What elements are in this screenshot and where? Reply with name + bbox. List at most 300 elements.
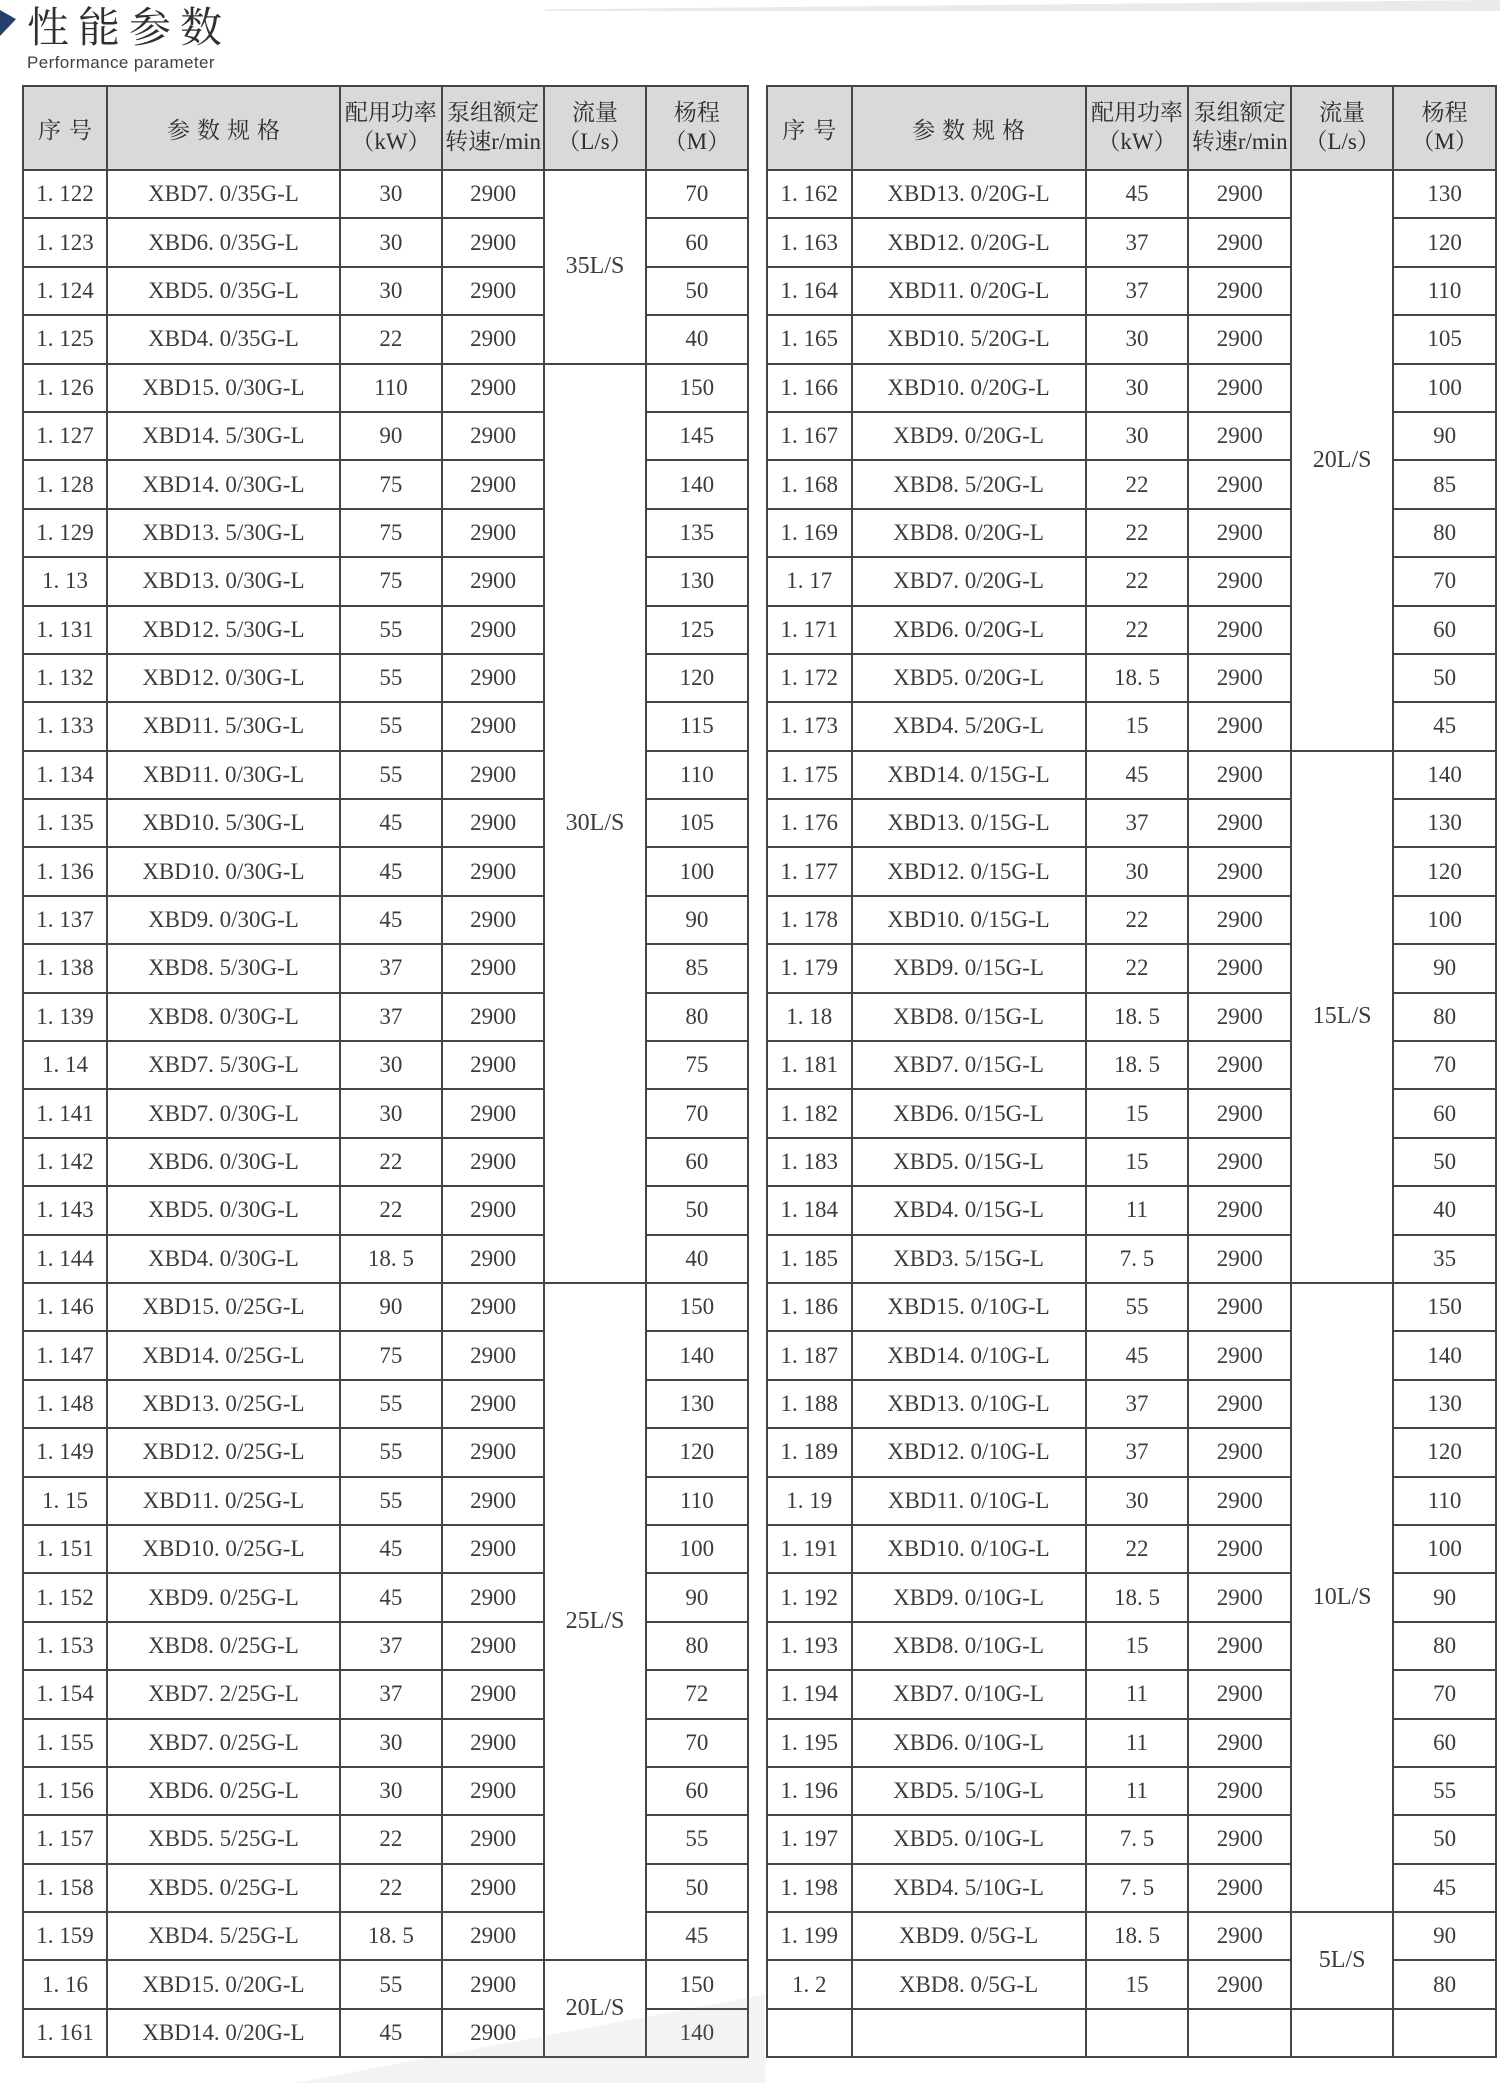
cell-power: 15 bbox=[1086, 1960, 1189, 2008]
cell-serial: 1. 192 bbox=[767, 1573, 852, 1621]
cell-power: 30 bbox=[340, 1719, 442, 1767]
cell-head: 120 bbox=[1393, 847, 1496, 895]
cell-head: 50 bbox=[646, 1186, 748, 1234]
cell-speed: 2900 bbox=[1188, 702, 1291, 750]
cell-serial bbox=[767, 2009, 852, 2057]
cell-head: 70 bbox=[646, 1719, 748, 1767]
cell-serial: 1. 129 bbox=[23, 509, 107, 557]
cell-serial: 1. 133 bbox=[23, 702, 107, 750]
table-row bbox=[767, 1283, 1496, 1331]
cell-serial: 1. 126 bbox=[23, 364, 107, 412]
cell-speed: 2900 bbox=[1188, 315, 1291, 363]
cell-power: 37 bbox=[340, 1622, 442, 1670]
cell-serial: 1. 175 bbox=[767, 751, 852, 799]
cell-power: 11 bbox=[1086, 1719, 1189, 1767]
cell-power: 15 bbox=[1086, 1138, 1189, 1186]
table-row bbox=[23, 364, 748, 412]
cell-speed: 2900 bbox=[442, 1864, 544, 1912]
cell-serial: 1. 132 bbox=[23, 654, 107, 702]
col-header-power-line1: 配用功率 bbox=[1090, 100, 1183, 126]
cell-speed: 2900 bbox=[442, 1428, 544, 1476]
cell-spec: XBD5. 0/10G-L bbox=[852, 1815, 1086, 1863]
cell-spec: XBD8. 0/5G-L bbox=[852, 1960, 1086, 2008]
cell-serial: 1. 155 bbox=[23, 1719, 107, 1767]
cell-spec: XBD8. 0/30G-L bbox=[107, 993, 340, 1041]
cell-power: 30 bbox=[340, 218, 442, 266]
cell-serial: 1. 153 bbox=[23, 1622, 107, 1670]
cell-serial: 1. 146 bbox=[23, 1283, 107, 1331]
cell-spec: XBD14. 0/30G-L bbox=[107, 460, 340, 508]
cell-power: 7. 5 bbox=[1086, 1235, 1189, 1283]
cell-spec: XBD14. 0/20G-L bbox=[107, 2009, 340, 2057]
cell-spec: XBD5. 0/15G-L bbox=[852, 1138, 1086, 1186]
cell-spec: XBD4. 0/35G-L bbox=[107, 315, 340, 363]
col-header-flow-line2: （L/s） bbox=[557, 129, 633, 154]
col-header-speed bbox=[1188, 86, 1291, 170]
cell-power: 15 bbox=[1086, 1622, 1189, 1670]
cell-serial: 1. 196 bbox=[767, 1767, 852, 1815]
cell-power: 15 bbox=[1086, 702, 1189, 750]
cell-spec: XBD10. 5/30G-L bbox=[107, 799, 340, 847]
cell-speed bbox=[1188, 2009, 1291, 2057]
cell-power: 22 bbox=[340, 1186, 442, 1234]
cell-serial: 1. 128 bbox=[23, 460, 107, 508]
table-row bbox=[767, 1912, 1496, 1960]
table-row bbox=[767, 170, 1496, 218]
col-header-speed bbox=[442, 86, 544, 170]
table-header-row bbox=[767, 86, 1496, 170]
cell-speed: 2900 bbox=[1188, 1138, 1291, 1186]
cell-power: 55 bbox=[340, 1477, 442, 1525]
cell-serial: 1. 181 bbox=[767, 1041, 852, 1089]
cell-head: 120 bbox=[1393, 218, 1496, 266]
cell-spec: XBD4. 0/30G-L bbox=[107, 1235, 340, 1283]
col-header-power bbox=[340, 86, 442, 170]
cell-spec: XBD7. 0/25G-L bbox=[107, 1719, 340, 1767]
col-header-power-line1: 配用功率 bbox=[344, 100, 437, 126]
cell-power: 90 bbox=[340, 1283, 442, 1331]
cell-speed: 2900 bbox=[1188, 751, 1291, 799]
cell-spec: XBD8. 5/30G-L bbox=[107, 944, 340, 992]
cell-serial: 1. 147 bbox=[23, 1331, 107, 1379]
cell-spec: XBD4. 0/15G-L bbox=[852, 1186, 1086, 1234]
cell-power: 30 bbox=[1086, 1477, 1189, 1525]
cell-serial: 1. 198 bbox=[767, 1864, 852, 1912]
cell-spec: XBD12. 0/30G-L bbox=[107, 654, 340, 702]
cell-power: 18. 5 bbox=[340, 1912, 442, 1960]
cell-head: 60 bbox=[1393, 606, 1496, 654]
cell-head: 70 bbox=[1393, 557, 1496, 605]
col-header-flow bbox=[544, 86, 646, 170]
cell-serial: 1. 182 bbox=[767, 1089, 852, 1137]
cell-head: 70 bbox=[646, 1089, 748, 1137]
col-header-serial: 序号 bbox=[767, 86, 852, 170]
cell-head: 100 bbox=[1393, 364, 1496, 412]
cell-power: 30 bbox=[340, 1041, 442, 1089]
cell-speed: 2900 bbox=[442, 702, 544, 750]
cell-serial: 1. 186 bbox=[767, 1283, 852, 1331]
cell-serial: 1. 187 bbox=[767, 1331, 852, 1379]
cell-spec: XBD9. 0/20G-L bbox=[852, 412, 1086, 460]
cell-serial: 1. 125 bbox=[23, 315, 107, 363]
cell-speed: 2900 bbox=[442, 799, 544, 847]
cell-power: 45 bbox=[340, 1525, 442, 1573]
cell-head: 90 bbox=[1393, 412, 1496, 460]
cell-speed: 2900 bbox=[1188, 847, 1291, 895]
cell-power: 22 bbox=[1086, 509, 1189, 557]
cell-head: 150 bbox=[646, 1960, 748, 2008]
cell-speed: 2900 bbox=[442, 412, 544, 460]
cell-spec: XBD10. 0/30G-L bbox=[107, 847, 340, 895]
cell-speed: 2900 bbox=[1188, 1622, 1291, 1670]
cell-head: 100 bbox=[646, 1525, 748, 1573]
cell-speed: 2900 bbox=[442, 1477, 544, 1525]
cell-power: 75 bbox=[340, 509, 442, 557]
cell-spec: XBD15. 0/20G-L bbox=[107, 1960, 340, 2008]
cell-speed: 2900 bbox=[1188, 1428, 1291, 1476]
cell-power: 22 bbox=[340, 1815, 442, 1863]
cell-power: 7. 5 bbox=[1086, 1815, 1189, 1863]
cell-power: 30 bbox=[1086, 412, 1189, 460]
cell-serial: 1. 178 bbox=[767, 896, 852, 944]
cell-head: 140 bbox=[646, 460, 748, 508]
table-row bbox=[767, 2009, 1496, 2057]
cell-head: 110 bbox=[646, 1477, 748, 1525]
cell-power: 45 bbox=[340, 1573, 442, 1621]
cell-speed: 2900 bbox=[442, 1041, 544, 1089]
cell-spec: XBD6. 0/25G-L bbox=[107, 1767, 340, 1815]
cell-head: 110 bbox=[1393, 1477, 1496, 1525]
cell-spec: XBD8. 5/20G-L bbox=[852, 460, 1086, 508]
cell-speed: 2900 bbox=[1188, 1283, 1291, 1331]
cell-speed: 2900 bbox=[442, 1331, 544, 1379]
cell-spec: XBD9. 0/10G-L bbox=[852, 1573, 1086, 1621]
page-subtitle: Performance parameter bbox=[27, 53, 215, 73]
col-header-speed-line1: 泵组额定 bbox=[447, 100, 540, 126]
cell-power: 30 bbox=[340, 170, 442, 218]
cell-speed: 2900 bbox=[1188, 1864, 1291, 1912]
cell-serial: 1. 197 bbox=[767, 1815, 852, 1863]
cell-serial: 1. 193 bbox=[767, 1622, 852, 1670]
cell-power: 22 bbox=[1086, 606, 1189, 654]
cell-speed: 2900 bbox=[442, 1622, 544, 1670]
cell-serial: 1. 135 bbox=[23, 799, 107, 847]
cell-serial: 1. 194 bbox=[767, 1670, 852, 1718]
cell-speed: 2900 bbox=[1188, 896, 1291, 944]
cell-spec: XBD15. 0/30G-L bbox=[107, 364, 340, 412]
cell-speed: 2900 bbox=[442, 1283, 544, 1331]
cell-serial: 1. 17 bbox=[767, 557, 852, 605]
cell-power: 11 bbox=[1086, 1767, 1189, 1815]
col-header-head-line1: 杨程 bbox=[673, 100, 720, 126]
cell-head: 100 bbox=[646, 847, 748, 895]
cell-speed: 2900 bbox=[1188, 993, 1291, 1041]
cell-power: 22 bbox=[340, 315, 442, 363]
cell-head: 50 bbox=[646, 1864, 748, 1912]
cell-power: 15 bbox=[1086, 1089, 1189, 1137]
cell-power: 22 bbox=[1086, 896, 1189, 944]
cell-head: 70 bbox=[1393, 1670, 1496, 1718]
cell-spec: XBD7. 2/25G-L bbox=[107, 1670, 340, 1718]
cell-speed: 2900 bbox=[1188, 1912, 1291, 1960]
cell-spec: XBD5. 0/30G-L bbox=[107, 1186, 340, 1234]
cell-serial: 1. 142 bbox=[23, 1138, 107, 1186]
cell-speed: 2900 bbox=[1188, 1719, 1291, 1767]
table-row bbox=[767, 751, 1496, 799]
cell-serial: 1. 166 bbox=[767, 364, 852, 412]
cell-power: 45 bbox=[340, 799, 442, 847]
cell-power: 18. 5 bbox=[340, 1235, 442, 1283]
cell-serial: 1. 183 bbox=[767, 1138, 852, 1186]
cell-spec: XBD4. 5/25G-L bbox=[107, 1912, 340, 1960]
cell-spec: XBD15. 0/25G-L bbox=[107, 1283, 340, 1331]
cell-flow-group: 5L/S bbox=[1291, 1912, 1393, 2009]
cell-head: 115 bbox=[646, 702, 748, 750]
cell-speed: 2900 bbox=[442, 1186, 544, 1234]
cell-head: 140 bbox=[646, 2009, 748, 2057]
cell-head: 35 bbox=[1393, 1235, 1496, 1283]
cell-speed: 2900 bbox=[442, 1719, 544, 1767]
cell-serial: 1. 188 bbox=[767, 1380, 852, 1428]
cell-speed: 2900 bbox=[442, 1670, 544, 1718]
cell-speed: 2900 bbox=[442, 896, 544, 944]
cell-spec: XBD5. 0/25G-L bbox=[107, 1864, 340, 1912]
cell-serial: 1. 172 bbox=[767, 654, 852, 702]
cell-speed: 2900 bbox=[1188, 1815, 1291, 1863]
cell-head: 45 bbox=[1393, 702, 1496, 750]
cell-speed: 2900 bbox=[442, 2009, 544, 2057]
cell-power: 55 bbox=[340, 654, 442, 702]
cell-speed: 2900 bbox=[1188, 1525, 1291, 1573]
cell-speed: 2900 bbox=[442, 509, 544, 557]
cell-head: 72 bbox=[646, 1670, 748, 1718]
cell-spec: XBD6. 0/30G-L bbox=[107, 1138, 340, 1186]
cell-speed: 2900 bbox=[442, 1815, 544, 1863]
cell-serial: 1. 16 bbox=[23, 1960, 107, 2008]
col-header-spec: 参数规格 bbox=[107, 86, 340, 170]
cell-power: 55 bbox=[340, 751, 442, 799]
cell-speed: 2900 bbox=[442, 1573, 544, 1621]
cell-power: 45 bbox=[340, 847, 442, 895]
cell-speed: 2900 bbox=[442, 557, 544, 605]
col-header-flow-line1: 流量 bbox=[572, 100, 618, 126]
cell-spec: XBD10. 0/10G-L bbox=[852, 1525, 1086, 1573]
cell-spec: XBD8. 0/20G-L bbox=[852, 509, 1086, 557]
cell-head: 70 bbox=[1393, 1041, 1496, 1089]
cell-spec: XBD13. 0/25G-L bbox=[107, 1380, 340, 1428]
cell-serial: 1. 13 bbox=[23, 557, 107, 605]
cell-spec: XBD11. 0/10G-L bbox=[852, 1477, 1086, 1525]
cell-head: 140 bbox=[646, 1331, 748, 1379]
cell-serial: 1. 173 bbox=[767, 702, 852, 750]
cell-speed: 2900 bbox=[1188, 1960, 1291, 2008]
cell-serial: 1. 177 bbox=[767, 847, 852, 895]
top-scan-band bbox=[545, 0, 1500, 11]
cell-power: 30 bbox=[340, 1767, 442, 1815]
col-header-head bbox=[646, 86, 748, 170]
cell-spec: XBD11. 0/30G-L bbox=[107, 751, 340, 799]
cell-power: 55 bbox=[340, 702, 442, 750]
cell-serial: 1. 171 bbox=[767, 606, 852, 654]
cell-speed: 2900 bbox=[1188, 1380, 1291, 1428]
cell-serial: 1. 165 bbox=[767, 315, 852, 363]
cell-serial: 1. 157 bbox=[23, 1815, 107, 1863]
cell-head: 110 bbox=[646, 751, 748, 799]
table-row bbox=[23, 170, 748, 218]
cell-serial: 1. 195 bbox=[767, 1719, 852, 1767]
col-header-speed-line2: 转速r/min bbox=[1191, 129, 1288, 154]
cell-power: 75 bbox=[340, 460, 442, 508]
cell-spec: XBD13. 5/30G-L bbox=[107, 509, 340, 557]
cell-spec: XBD10. 0/20G-L bbox=[852, 364, 1086, 412]
col-header-serial: 序号 bbox=[23, 86, 107, 170]
cell-power: 75 bbox=[340, 557, 442, 605]
cell-head: 130 bbox=[1393, 170, 1496, 218]
cell-spec: XBD10. 5/20G-L bbox=[852, 315, 1086, 363]
cell-serial: 1. 161 bbox=[23, 2009, 107, 2057]
title-block bbox=[27, 4, 231, 73]
cell-serial: 1. 2 bbox=[767, 1960, 852, 2008]
cell-head: 80 bbox=[646, 1622, 748, 1670]
cell-power: 110 bbox=[340, 364, 442, 412]
cell-head: 40 bbox=[1393, 1186, 1496, 1234]
cell-speed: 2900 bbox=[1188, 460, 1291, 508]
cell-head: 40 bbox=[646, 1235, 748, 1283]
cell-serial: 1. 184 bbox=[767, 1186, 852, 1234]
cell-serial: 1. 176 bbox=[767, 799, 852, 847]
cell-power: 18. 5 bbox=[1086, 1041, 1189, 1089]
cell-speed: 2900 bbox=[1188, 1041, 1291, 1089]
cell-speed: 2900 bbox=[1188, 364, 1291, 412]
cell-flow-group bbox=[1291, 2009, 1393, 2057]
cell-power bbox=[1086, 2009, 1189, 2057]
cell-head: 90 bbox=[646, 1573, 748, 1621]
cell-head: 145 bbox=[646, 412, 748, 460]
cell-serial: 1. 164 bbox=[767, 267, 852, 315]
cell-power: 45 bbox=[1086, 1331, 1189, 1379]
cell-speed: 2900 bbox=[442, 944, 544, 992]
cell-speed: 2900 bbox=[442, 364, 544, 412]
cell-head: 100 bbox=[1393, 896, 1496, 944]
cell-head: 40 bbox=[646, 315, 748, 363]
table-row bbox=[23, 1283, 748, 1331]
cell-power: 37 bbox=[340, 1670, 442, 1718]
cell-spec: XBD6. 0/35G-L bbox=[107, 218, 340, 266]
cell-spec: XBD8. 0/10G-L bbox=[852, 1622, 1086, 1670]
cell-head: 125 bbox=[646, 606, 748, 654]
cell-spec: XBD12. 0/10G-L bbox=[852, 1428, 1086, 1476]
cell-spec: XBD9. 0/30G-L bbox=[107, 896, 340, 944]
cell-serial: 1. 136 bbox=[23, 847, 107, 895]
col-header-head-line2: （M） bbox=[1411, 129, 1478, 154]
cell-spec: XBD13. 0/15G-L bbox=[852, 799, 1086, 847]
cell-speed: 2900 bbox=[442, 1089, 544, 1137]
cell-serial: 1. 149 bbox=[23, 1428, 107, 1476]
cell-speed: 2900 bbox=[1188, 1331, 1291, 1379]
cell-speed: 2900 bbox=[1188, 557, 1291, 605]
cell-spec: XBD7. 0/15G-L bbox=[852, 1041, 1086, 1089]
cell-spec: XBD8. 0/15G-L bbox=[852, 993, 1086, 1041]
cell-power: 37 bbox=[340, 993, 442, 1041]
cell-speed: 2900 bbox=[442, 460, 544, 508]
cell-serial: 1. 191 bbox=[767, 1525, 852, 1573]
cell-head: 85 bbox=[1393, 460, 1496, 508]
cell-head: 130 bbox=[1393, 799, 1496, 847]
cell-serial: 1. 156 bbox=[23, 1767, 107, 1815]
page-title: 性能参数 bbox=[27, 4, 232, 51]
performance-table-right bbox=[766, 85, 1497, 2058]
cell-power: 45 bbox=[340, 896, 442, 944]
cell-speed: 2900 bbox=[442, 1525, 544, 1573]
cell-serial: 1. 14 bbox=[23, 1041, 107, 1089]
cell-spec: XBD4. 5/20G-L bbox=[852, 702, 1086, 750]
cell-head: 45 bbox=[646, 1912, 748, 1960]
cell-head: 80 bbox=[1393, 1622, 1496, 1670]
cell-serial: 1. 169 bbox=[767, 509, 852, 557]
cell-spec: XBD12. 0/15G-L bbox=[852, 847, 1086, 895]
cell-head: 80 bbox=[1393, 509, 1496, 557]
cell-serial: 1. 139 bbox=[23, 993, 107, 1041]
cell-head: 135 bbox=[646, 509, 748, 557]
cell-speed: 2900 bbox=[1188, 1767, 1291, 1815]
col-header-head-line1: 杨程 bbox=[1421, 100, 1468, 126]
cell-spec: XBD6. 0/20G-L bbox=[852, 606, 1086, 654]
cell-spec: XBD3. 5/15G-L bbox=[852, 1235, 1086, 1283]
cell-serial: 1. 159 bbox=[23, 1912, 107, 1960]
cell-spec: XBD7. 5/30G-L bbox=[107, 1041, 340, 1089]
cell-spec: XBD7. 0/20G-L bbox=[852, 557, 1086, 605]
cell-power: 22 bbox=[1086, 557, 1189, 605]
cell-power: 37 bbox=[1086, 1428, 1189, 1476]
cell-speed: 2900 bbox=[442, 1380, 544, 1428]
cell-speed: 2900 bbox=[442, 170, 544, 218]
col-header-flow-line1: 流量 bbox=[1319, 100, 1366, 126]
cell-speed: 2900 bbox=[442, 218, 544, 266]
cell-head: 150 bbox=[646, 1283, 748, 1331]
cell-serial: 1. 15 bbox=[23, 1477, 107, 1525]
cell-power: 30 bbox=[1086, 847, 1189, 895]
col-header-flow bbox=[1291, 86, 1393, 170]
cell-spec bbox=[852, 2009, 1086, 2057]
cell-spec: XBD5. 0/35G-L bbox=[107, 267, 340, 315]
col-header-spec: 参数规格 bbox=[852, 86, 1086, 170]
cell-power: 18. 5 bbox=[1086, 1912, 1189, 1960]
cell-power: 30 bbox=[340, 1089, 442, 1137]
cell-power: 37 bbox=[340, 944, 442, 992]
cell-head: 150 bbox=[1393, 1283, 1496, 1331]
cell-power: 22 bbox=[1086, 1525, 1189, 1573]
cell-head: 70 bbox=[646, 170, 748, 218]
cell-serial: 1. 127 bbox=[23, 412, 107, 460]
cell-speed: 2900 bbox=[442, 1138, 544, 1186]
cell-power: 55 bbox=[340, 1380, 442, 1428]
cell-speed: 2900 bbox=[1188, 1235, 1291, 1283]
cell-spec: XBD12. 0/25G-L bbox=[107, 1428, 340, 1476]
cell-flow-group: 20L/S bbox=[544, 1960, 646, 2057]
cell-head: 55 bbox=[1393, 1767, 1496, 1815]
cell-power: 11 bbox=[1086, 1670, 1189, 1718]
cell-spec: XBD5. 5/25G-L bbox=[107, 1815, 340, 1863]
cell-spec: XBD4. 5/10G-L bbox=[852, 1864, 1086, 1912]
cell-spec: XBD9. 0/25G-L bbox=[107, 1573, 340, 1621]
cell-spec: XBD14. 5/30G-L bbox=[107, 412, 340, 460]
cell-head: 50 bbox=[1393, 1138, 1496, 1186]
cell-spec: XBD10. 0/25G-L bbox=[107, 1525, 340, 1573]
cell-speed: 2900 bbox=[1188, 1089, 1291, 1137]
col-header-power-line2: （kW） bbox=[1097, 129, 1177, 154]
cell-speed: 2900 bbox=[442, 993, 544, 1041]
cell-serial: 1. 158 bbox=[23, 1864, 107, 1912]
